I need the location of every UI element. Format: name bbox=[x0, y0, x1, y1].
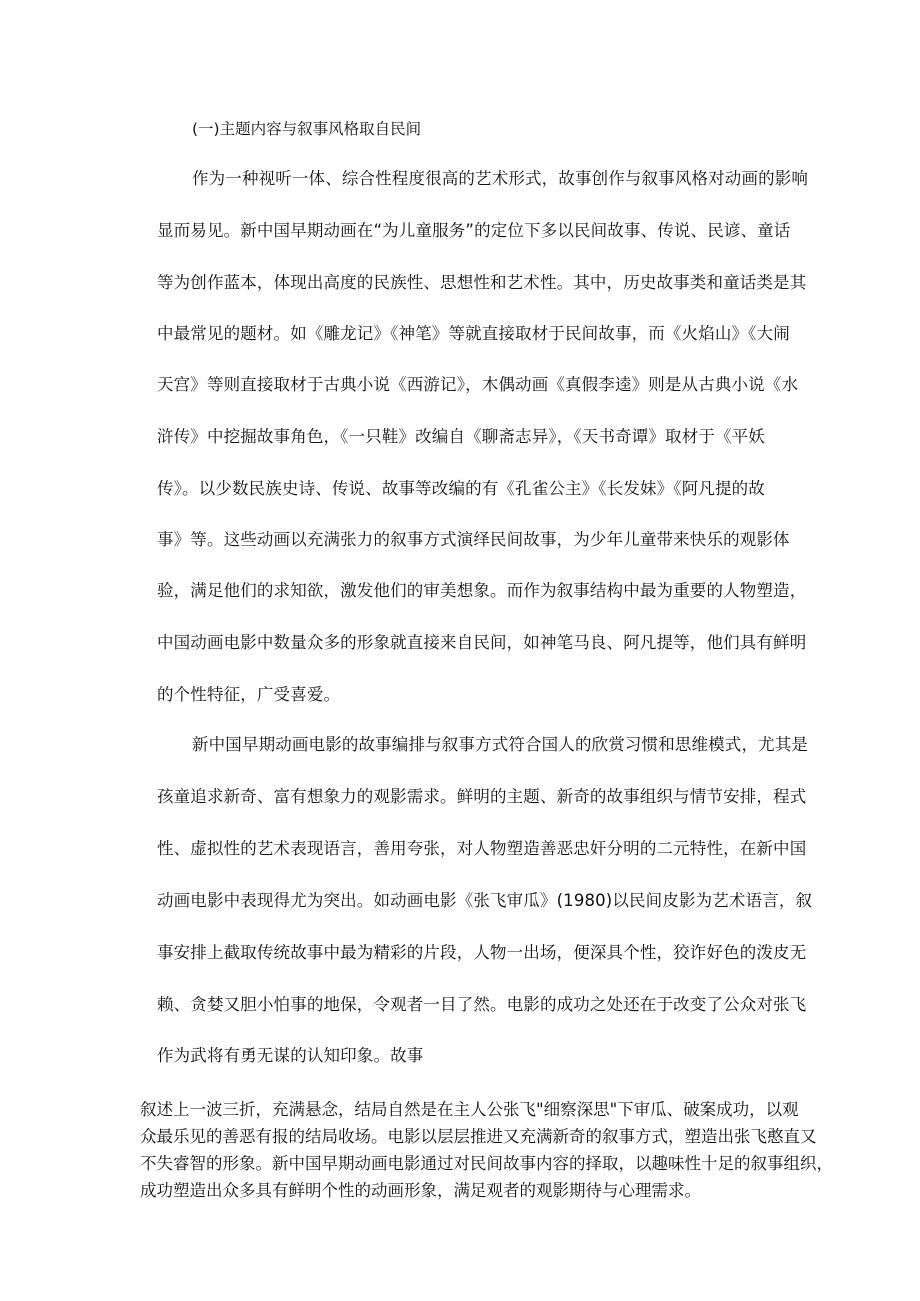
paragraph-3-line-4: 成功塑造出众多具有鲜明个性的动画形象，满足观者的观影期待与心理需求。 bbox=[140, 1181, 701, 1200]
paragraph-2-line-7: 作为武将有勇无谋的认知印象。故事 bbox=[157, 1046, 424, 1065]
paragraph-2-line-1: 新中国早期动画电影的故事编排与叙事方式符合国人的欣赏习惯和思维模式，尤其是 bbox=[192, 735, 809, 754]
paragraph-2-line-6: 赖、贪婪又胆小怕事的地保，令观者一目了然。电影的成功之处还在于改变了公众对张飞 bbox=[157, 995, 807, 1014]
paragraph-1-line-5: 天宫》等则直接取材于古典小说《西游记》，木偶动画《真假李逵》则是从古典小说《水 bbox=[157, 375, 799, 394]
paragraph-1-line-6: 浒传》中挖掘故事角色，《一只鞋》改编自《聊斋志异》，《天书奇谭》取材于《平妖 bbox=[157, 427, 765, 446]
paragraph-3-line-1: 叙述上一波三折，充满悬念，结局自然是在主人公张飞"细察深思"下审瓜、破案成功，以观 bbox=[140, 1100, 799, 1119]
paragraph-1-line-2: 显而易见。新中国早期动画在“为儿童服务”的定位下多以民间故事、传说、民谚、童话 bbox=[157, 221, 791, 240]
paragraph-1-line-9: 验，满足他们的求知欲，激发他们的审美想象。而作为叙事结构中最为重要的人物塑造， bbox=[157, 581, 807, 600]
paragraph-2-line-3: 性、虚拟性的艺术表现语言，善用夸张，对人物塑造善恶忠奸分明的二元特性，在新中国 bbox=[157, 839, 807, 858]
paragraph-2-line-2: 孩童追求新奇、富有想象力的观影需求。鲜明的主题、新奇的故事组织与情节安排，程式 bbox=[157, 787, 807, 806]
paragraph-1-line-11: 的个性特征，广受喜爱。 bbox=[157, 685, 341, 704]
paragraph-3-line-3: 不失睿智的形象。新中国早期动画电影通过对民间故事内容的择取，以趣味性十足的叙事组织， bbox=[140, 1154, 833, 1173]
paragraph-2-line-4: 动画电影中表现得尤为突出。如动画电影《张飞审瓜》(1980)以民间皮影为艺术语言，叙 bbox=[157, 891, 813, 910]
paragraph-1-line-1: 作为一种视听一体、综合性程度很高的艺术形式，故事创作与叙事风格对动画的影响 bbox=[192, 169, 809, 188]
section-heading: (一)主题内容与叙事风格取自民间 bbox=[192, 120, 422, 138]
paragraph-1-line-10: 中国动画电影中数量众多的形象就直接来自民间，如神笔马良、阿凡提等，他们具有鲜明 bbox=[157, 633, 807, 652]
paragraph-2-line-5: 事安排上截取传统故事中最为精彩的片段，人物一出场，便深具个性，狡诈好色的泼皮无 bbox=[157, 943, 807, 962]
paragraph-1-line-4: 中最常见的题材。如《雕龙记》《神笔》等就直接取材于民间故事，而《火焰山》《大闹 bbox=[157, 324, 790, 343]
paragraph-1-line-7: 传》。以少数民族史诗、传说、故事等改编的有《孔雀公主》《长发妹》《阿凡提的故 bbox=[157, 479, 765, 498]
paragraph-1-line-8: 事》等。这些动画以充满张力的叙事方式演绎民间故事，为少年儿童带来快乐的观影体 bbox=[157, 530, 790, 549]
paragraph-3-line-2: 众最乐见的善恶有报的结局收场。电影以层层推进又充满新奇的叙事方式，塑造出张飞憨直又 bbox=[140, 1127, 817, 1146]
paragraph-1-line-3: 等为创作蓝本，体现出高度的民族性、思想性和艺术性。其中，历史故事类和童话类是其 bbox=[157, 273, 807, 292]
paragraph-3 bbox=[140, 1096, 833, 1204]
